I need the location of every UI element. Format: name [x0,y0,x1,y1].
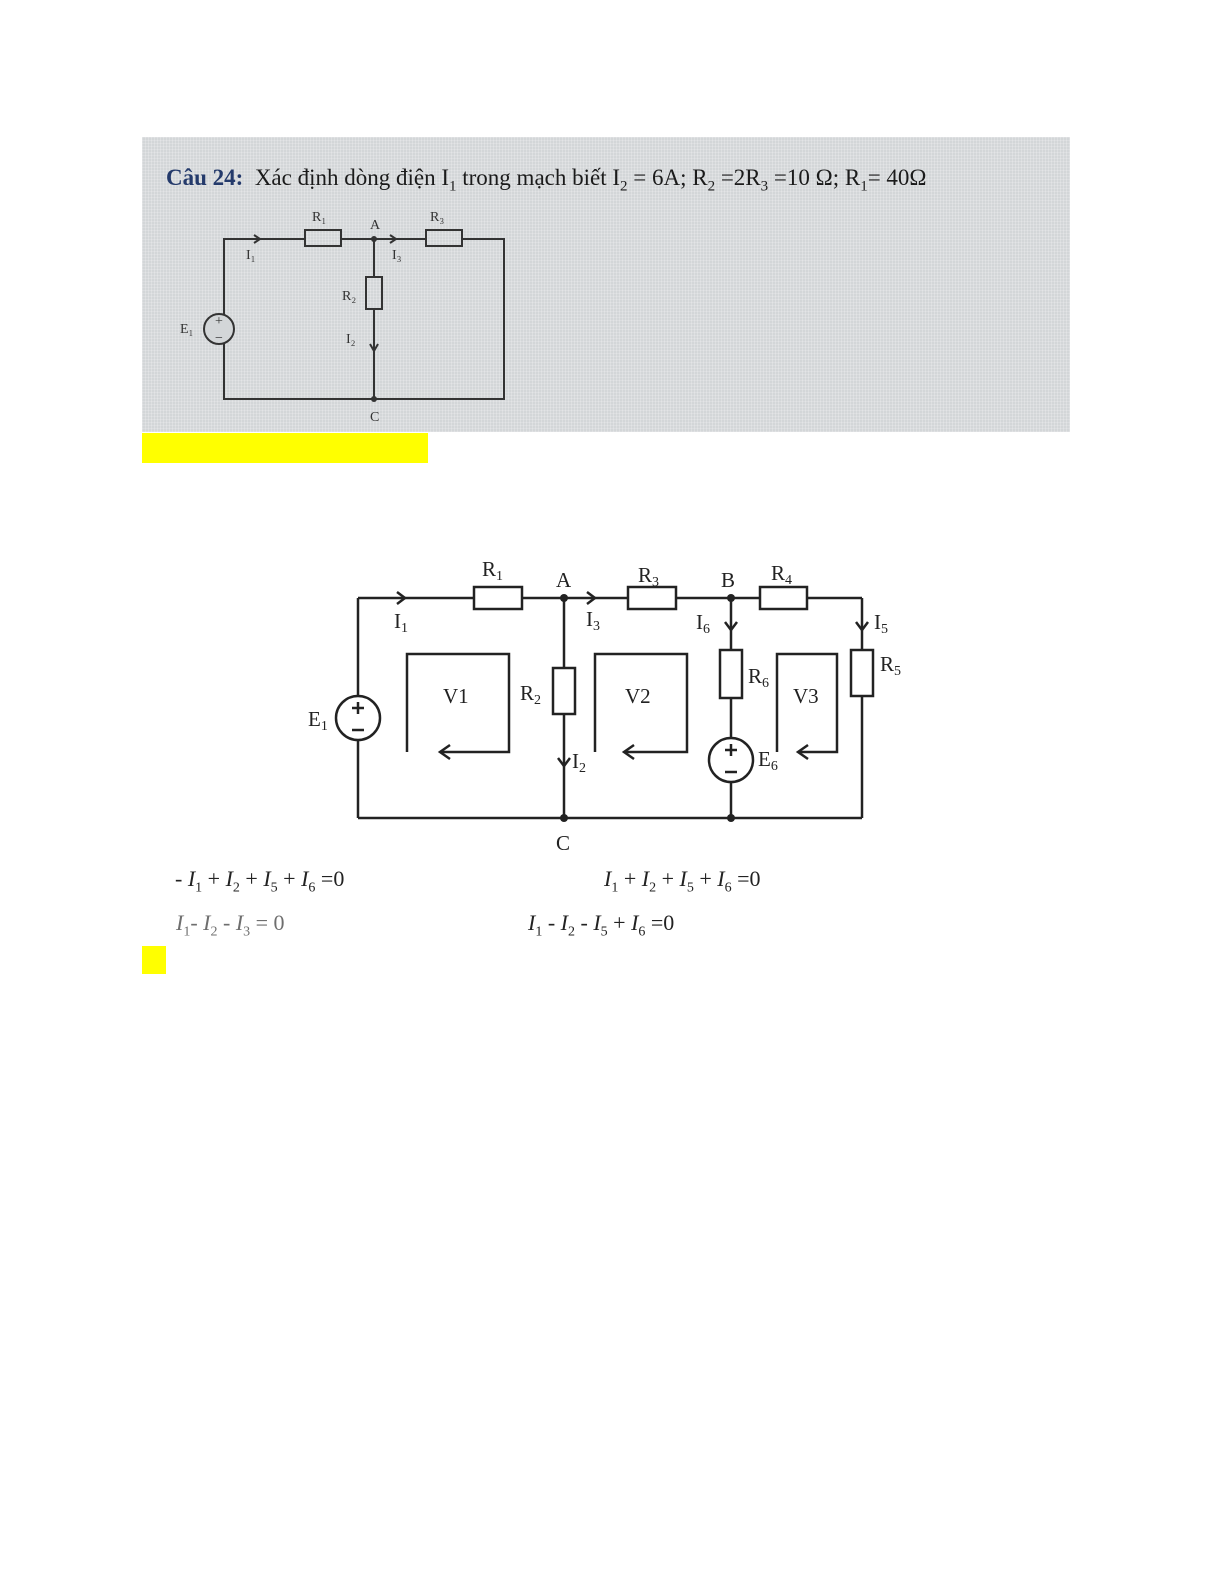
label-r1: R1 [482,557,504,584]
label-i1: I₁ [246,248,256,263]
label-r5: R5 [880,652,902,679]
r2-resistor [553,668,575,714]
label-e1: E1 [308,707,328,734]
node-a-dot [371,236,377,242]
label-r4: R4 [771,561,793,588]
label-i2: I₂ [346,332,356,347]
label-i6: I6 [696,610,710,637]
label-e1: E₁ [180,322,194,337]
circuit-diagram [290,540,930,860]
label-i1: I1 [394,609,408,636]
r1-resistor [305,230,341,246]
label-i5: I5 [874,610,888,637]
svg-text:+: + [215,314,223,329]
label-node-a: A [370,218,381,233]
node-bottom-dot [727,814,735,822]
label-node-a: A [556,568,572,592]
highlight-marker [142,946,166,974]
small-circuit [142,137,1070,432]
node-c-dot [560,814,568,822]
label-v2: V2 [625,684,651,708]
question-photo [142,137,1070,432]
label-i3: I₃ [392,248,402,263]
label-r6: R6 [748,664,770,691]
label-node-b: B [721,568,736,592]
label-i2: I2 [572,749,586,776]
equation-1: - $I_1 + I_2 + I_5 + I_6 =0$ [175,866,345,896]
label-node-c: C [556,831,571,855]
label-i3: I3 [586,607,600,634]
question-text: Xác định dòng điện $I_1$ trong mạch biết $I_2 = 6A$; $R_2 =2R_3 =10$ Ω; $R_1= 40\Omega$ [254,165,927,195]
label-r1: R₁ [312,210,327,225]
r4-resistor [760,587,807,609]
label-r3: R₃ [430,210,445,225]
r6-resistor [720,650,742,698]
label-r3: R3 [638,563,660,590]
node-c-dot [371,396,377,402]
r3-resistor [628,587,676,609]
label-e6: E6 [758,747,778,774]
node-a-dot [560,594,568,602]
label-r2: R₂ [342,289,357,304]
equation-4: $I_1 - I_2 - I_5 + I_6 =0$ [528,910,675,940]
highlight-bar [142,433,428,463]
label-r2: R2 [520,681,542,708]
question-number: Câu 24: [166,165,244,190]
svg-text:−: − [215,331,223,346]
r3-resistor [426,230,462,246]
equation-3: $I_1-$ $I_2 - I_3 = 0$ [176,910,285,940]
r2-resistor [366,277,382,309]
equation-2: $I_1 + I_2 + I_5 + I_6 =0$ [604,866,761,896]
node-b-dot [727,594,735,602]
label-v3: V3 [793,684,819,708]
r5-resistor [851,650,873,696]
label-v1: V1 [443,684,469,708]
label-node-c: C [370,410,380,425]
r1-resistor [474,587,522,609]
